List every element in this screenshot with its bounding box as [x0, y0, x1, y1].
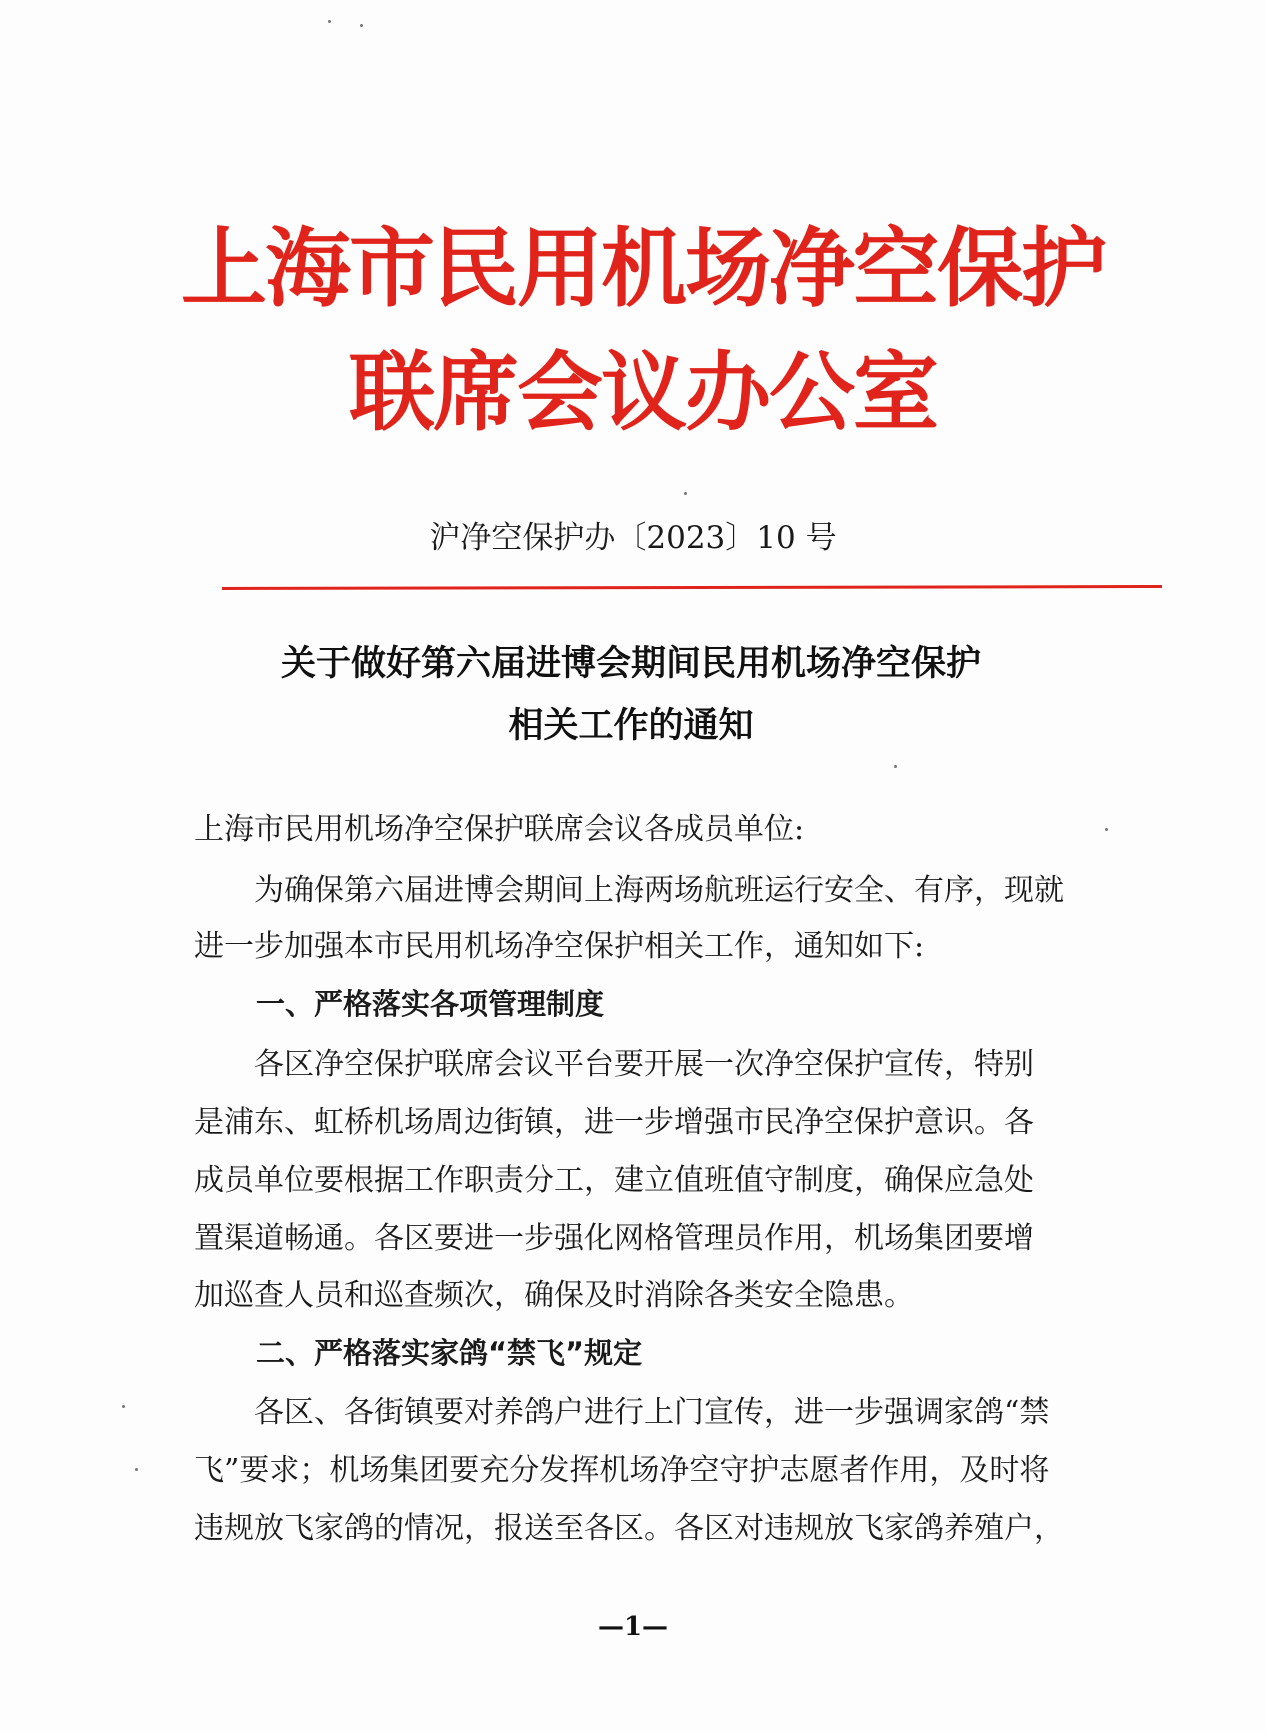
notice-title-line-1: 关于做好第六届进博会期间民用机场净空保护	[280, 643, 981, 684]
scan-speck	[684, 492, 687, 495]
section-1-line-1: 各区净空保护联席会议平台要开展一次净空保护宣传，特别	[254, 1047, 1034, 1082]
page-number: —1—	[597, 1612, 669, 1642]
section-1-line-5: 加巡查人员和巡查频次，确保及时消除各类安全隐患。	[194, 1278, 914, 1313]
salutation: 上海市民用机场净空保护联席会议各成员单位:	[194, 812, 805, 847]
section-1-line-2: 是浦东、虹桥机场周边街镇，进一步增强市民净空保护意识。各	[194, 1105, 1034, 1140]
notice-title-line-2: 相关工作的通知	[508, 705, 754, 746]
intro-line-1: 为确保第六届进博会期间上海两场航班运行安全、有序，现就	[254, 873, 1064, 908]
section-2-line-1: 各区、各街镇要对养鸽户进行上门宣传，进一步强调家鸽“禁	[254, 1395, 1050, 1430]
section-1-line-4: 置渠道畅通。各区要进一步强化网格管理员作用，机场集团要增	[194, 1221, 1034, 1256]
section-1-heading: 一、严格落实各项管理制度	[256, 987, 605, 1021]
section-1-line-3: 成员单位要根据工作职责分工，建立值班值守制度，确保应急处	[194, 1163, 1034, 1198]
intro-line-2: 进一步加强本市民用机场净空保护相关工作，通知如下:	[194, 929, 925, 964]
scan-speck	[122, 1405, 125, 1408]
scan-speck	[135, 1468, 138, 1471]
section-2-line-2: 飞”要求；机场集团要充分发挥机场净空守护志愿者作用，及时将	[194, 1453, 1050, 1488]
scan-speck	[1105, 828, 1108, 831]
scan-speck	[894, 765, 897, 768]
section-2-line-3: 违规放飞家鸽的情况，报送至各区。各区对违规放飞家鸽养殖户，	[194, 1511, 1064, 1546]
scan-speck	[360, 24, 363, 27]
issuer-header-line-2: 联席会议办公室	[349, 342, 937, 443]
issuer-header-line-1: 上海市民用机场净空保护	[181, 218, 1105, 319]
document-number: 沪净空保护办〔2023〕10 号	[429, 520, 837, 556]
scan-speck	[328, 20, 331, 23]
red-divider-line	[222, 585, 1162, 590]
section-2-heading: 二、严格落实家鸽“禁飞”规定	[256, 1336, 643, 1370]
